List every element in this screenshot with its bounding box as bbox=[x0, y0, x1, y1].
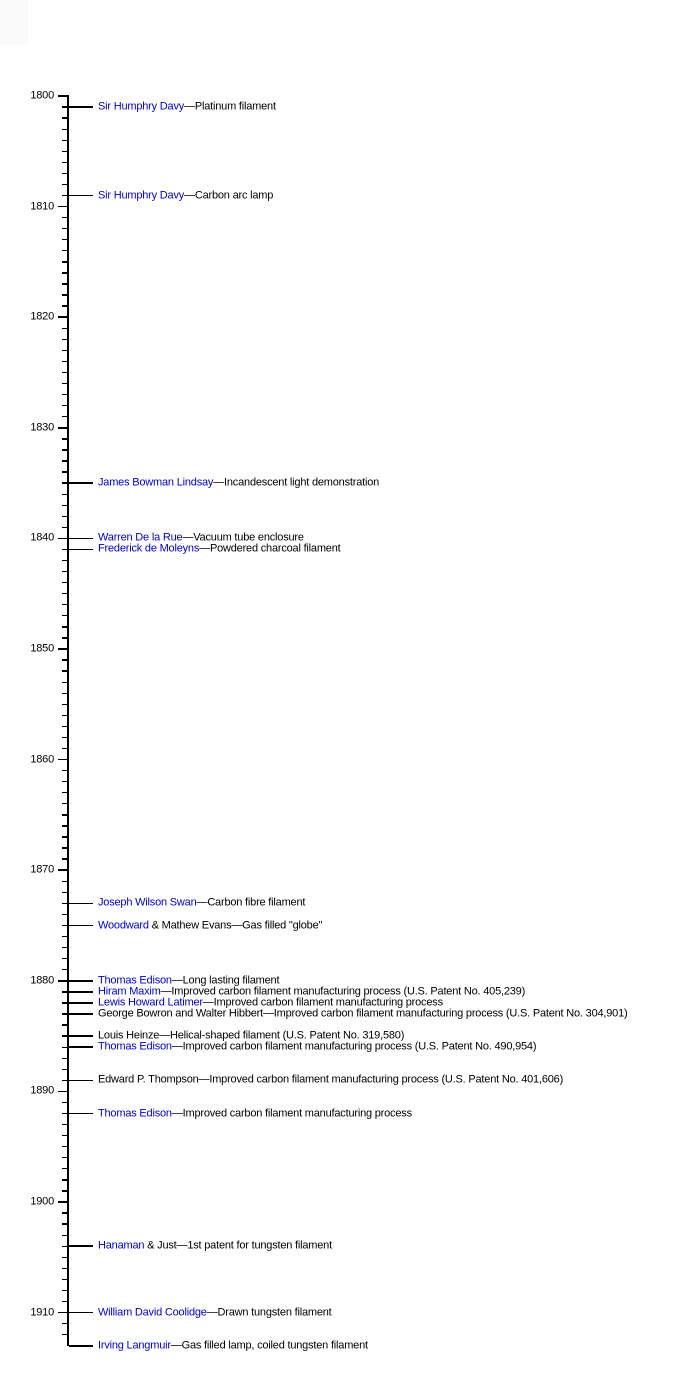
axis-minor-tick bbox=[62, 626, 67, 627]
axis-minor-tick bbox=[62, 272, 67, 273]
axis-minor-tick bbox=[62, 1080, 67, 1081]
event-label bbox=[98, 1241, 332, 1252]
axis-minor-tick bbox=[62, 847, 67, 848]
event-tick bbox=[69, 1345, 93, 1347]
event-label bbox=[98, 1075, 563, 1086]
axis-year-label: 1820 bbox=[30, 310, 54, 323]
axis-minor-tick bbox=[62, 129, 67, 130]
timeline-axis bbox=[67, 95, 69, 1346]
event-description: —Improved carbon filament manufacturing process (U.S. Patent No. 405,239) bbox=[160, 985, 526, 998]
axis-minor-tick bbox=[62, 792, 67, 793]
axis-year-label: 1870 bbox=[30, 863, 54, 876]
axis-minor-tick bbox=[62, 328, 67, 329]
axis-minor-tick bbox=[62, 903, 67, 904]
event-link[interactable]: Irving Langmuir bbox=[98, 1339, 171, 1352]
axis-minor-tick bbox=[62, 1002, 67, 1003]
axis-minor-tick bbox=[62, 814, 67, 815]
axis-minor-tick bbox=[62, 228, 67, 229]
axis-year-label: 1880 bbox=[30, 974, 54, 987]
event-link[interactable]: Thomas Edison bbox=[98, 974, 172, 987]
axis-year-label: 1860 bbox=[30, 753, 54, 766]
event-label bbox=[98, 1108, 412, 1119]
axis-minor-tick bbox=[62, 969, 67, 970]
event-tick bbox=[69, 106, 93, 108]
axis-minor-tick bbox=[62, 217, 67, 218]
event-link[interactable]: Frederick de Moleyns bbox=[98, 542, 200, 555]
event-label bbox=[98, 1008, 627, 1019]
axis-minor-tick bbox=[62, 571, 67, 572]
event-description: —Improved carbon filament manufacturing process (U.S. Patent No. 490,954) bbox=[171, 1040, 537, 1053]
axis-minor-tick bbox=[62, 560, 67, 561]
axis-year-label: 1830 bbox=[30, 421, 54, 434]
axis-minor-tick bbox=[62, 1024, 67, 1025]
axis-minor-tick bbox=[62, 770, 67, 771]
event-label bbox=[98, 190, 273, 201]
axis-minor-tick bbox=[62, 173, 67, 174]
event-tick bbox=[69, 482, 93, 484]
axis-minor-tick bbox=[62, 858, 67, 859]
event-description: —Platinum filament bbox=[184, 100, 276, 113]
axis-minor-tick bbox=[62, 416, 67, 417]
axis-minor-tick bbox=[62, 1102, 67, 1103]
event-tick bbox=[69, 1035, 93, 1037]
axis-minor-tick bbox=[62, 803, 67, 804]
event-link[interactable]: Woodward bbox=[98, 919, 149, 931]
axis-minor-tick bbox=[62, 682, 67, 683]
axis-minor-tick bbox=[62, 449, 67, 450]
event-description: —Vacuum tube enclosure bbox=[182, 531, 304, 544]
axis-minor-tick bbox=[62, 825, 67, 826]
axis-minor-tick bbox=[62, 582, 67, 583]
event-link[interactable]: Warren De la Rue bbox=[98, 531, 183, 544]
axis-minor-tick bbox=[62, 947, 67, 948]
event-link[interactable]: William David Coolidge bbox=[98, 1306, 207, 1319]
axis-minor-tick bbox=[62, 1047, 67, 1048]
axis-minor-tick bbox=[62, 748, 67, 749]
axis-minor-tick bbox=[62, 1301, 67, 1302]
axis-major-tick bbox=[58, 538, 67, 540]
axis-major-tick bbox=[58, 980, 67, 982]
axis-major-tick bbox=[58, 648, 67, 650]
axis-year-label: 1810 bbox=[30, 200, 54, 213]
axis-minor-tick bbox=[62, 1323, 67, 1324]
event-tick bbox=[69, 1080, 93, 1082]
axis-minor-tick bbox=[62, 1113, 67, 1114]
axis-minor-tick bbox=[62, 704, 67, 705]
event-label bbox=[98, 1340, 368, 1351]
event-link[interactable]: Hanaman bbox=[98, 1239, 145, 1252]
event-description: Louis Heinze—Helical-shaped filament (U.S. Patent No. 319,580) bbox=[98, 1029, 405, 1042]
axis-minor-tick bbox=[62, 494, 67, 495]
axis-minor-tick bbox=[62, 615, 67, 616]
axis-minor-tick bbox=[62, 881, 67, 882]
axis-minor-tick bbox=[62, 1124, 67, 1125]
event-tick bbox=[69, 1312, 93, 1314]
axis-minor-tick bbox=[62, 1013, 67, 1014]
axis-minor-tick bbox=[62, 1135, 67, 1136]
axis-major-tick bbox=[58, 316, 67, 318]
axis-minor-tick bbox=[62, 604, 67, 605]
event-description: —Improved carbon filament manufacturing process bbox=[171, 1107, 412, 1120]
event-label bbox=[98, 898, 305, 909]
axis-minor-tick bbox=[62, 184, 67, 185]
axis-minor-tick bbox=[62, 305, 67, 306]
axis-major-tick bbox=[58, 759, 67, 761]
event-link[interactable]: Thomas Edison bbox=[98, 1040, 172, 1053]
axis-minor-tick bbox=[62, 1279, 67, 1280]
event-description: Edward P. Thompson—Improved carbon filament manufacturing process (U.S. Patent No. 401,606) bbox=[98, 1073, 564, 1086]
axis-minor-tick bbox=[62, 460, 67, 461]
axis-minor-tick bbox=[62, 151, 67, 152]
axis-minor-tick bbox=[62, 283, 67, 284]
axis-minor-tick bbox=[62, 405, 67, 406]
axis-minor-tick bbox=[62, 737, 67, 738]
axis-minor-tick bbox=[62, 991, 67, 992]
event-link[interactable]: Hiram Maxim bbox=[98, 985, 161, 998]
axis-minor-tick bbox=[62, 372, 67, 373]
event-tick bbox=[69, 980, 93, 982]
axis-minor-tick bbox=[62, 471, 67, 472]
axis-minor-tick bbox=[62, 1268, 67, 1269]
axis-major-tick bbox=[58, 1201, 67, 1203]
event-description: & Mathew Evans—Gas filled "globe" bbox=[148, 919, 323, 931]
axis-minor-tick bbox=[62, 836, 67, 837]
event-description: —Carbon fibre filament bbox=[196, 896, 306, 909]
axis-year-label: 1800 bbox=[30, 89, 54, 102]
axis-minor-tick bbox=[62, 1157, 67, 1158]
event-label bbox=[98, 1042, 536, 1053]
axis-minor-tick bbox=[62, 715, 67, 716]
axis-year-label: 1840 bbox=[30, 531, 54, 544]
axis-minor-tick bbox=[62, 250, 67, 251]
axis-minor-tick bbox=[62, 693, 67, 694]
axis-minor-tick bbox=[62, 1058, 67, 1059]
axis-minor-tick bbox=[62, 106, 67, 107]
event-description: —Carbon arc lamp bbox=[184, 189, 274, 202]
axis-minor-tick bbox=[62, 1179, 67, 1180]
event-label bbox=[98, 1307, 332, 1318]
event-description: —Improved carbon filament manufacturing process bbox=[202, 996, 443, 1009]
event-link[interactable]: Joseph Wilson Swan bbox=[98, 896, 197, 909]
axis-minor-tick bbox=[62, 1290, 67, 1291]
axis-minor-tick bbox=[62, 117, 67, 118]
event-link[interactable]: Sir Humphry Davy bbox=[98, 100, 185, 113]
axis-minor-tick bbox=[62, 339, 67, 340]
axis-minor-tick bbox=[62, 593, 67, 594]
axis-minor-tick bbox=[62, 925, 67, 926]
axis-minor-tick bbox=[62, 637, 67, 638]
axis-minor-tick bbox=[62, 726, 67, 727]
axis-minor-tick bbox=[62, 438, 67, 439]
axis-minor-tick bbox=[62, 1334, 67, 1335]
event-tick bbox=[69, 1046, 93, 1048]
event-link[interactable]: Lewis Howard Latimer bbox=[98, 996, 203, 1009]
axis-minor-tick bbox=[62, 958, 67, 959]
axis-minor-tick bbox=[62, 1212, 67, 1213]
event-description: —Long lasting filament bbox=[171, 974, 280, 987]
event-tick bbox=[69, 1002, 93, 1004]
event-link[interactable]: Sir Humphry Davy bbox=[98, 189, 185, 202]
axis-minor-tick bbox=[62, 162, 67, 163]
event-description: —Incandescent light demonstration bbox=[213, 476, 380, 489]
axis-major-tick bbox=[58, 95, 67, 97]
axis-minor-tick bbox=[62, 670, 67, 671]
axis-minor-tick bbox=[62, 892, 67, 893]
axis-minor-tick bbox=[62, 140, 67, 141]
axis-year-label: 1910 bbox=[30, 1306, 54, 1319]
axis-year-label: 1850 bbox=[30, 642, 54, 655]
axis-minor-tick bbox=[62, 1257, 67, 1258]
event-description: George Bowron and Walter Hibbert—Improved carbon filament manufacturing process (U.S. Patent No. 304,901) bbox=[98, 1007, 628, 1020]
event-tick bbox=[69, 538, 93, 540]
event-label bbox=[98, 920, 322, 931]
axis-minor-tick bbox=[62, 482, 67, 483]
axis-major-tick bbox=[58, 1091, 67, 1093]
event-link[interactable]: Thomas Edison bbox=[98, 1107, 172, 1120]
axis-year-label: 1900 bbox=[30, 1195, 54, 1208]
axis-minor-tick bbox=[62, 1190, 67, 1191]
axis-minor-tick bbox=[62, 781, 67, 782]
axis-minor-tick bbox=[62, 516, 67, 517]
axis-minor-tick bbox=[62, 936, 67, 937]
axis-minor-tick bbox=[62, 261, 67, 262]
event-label bbox=[98, 478, 379, 489]
event-tick bbox=[69, 549, 93, 551]
event-tick bbox=[69, 1113, 93, 1115]
event-label bbox=[98, 102, 276, 113]
event-link[interactable]: James Bowman Lindsay bbox=[98, 476, 214, 489]
axis-minor-tick bbox=[62, 394, 67, 395]
axis-minor-tick bbox=[62, 1235, 67, 1236]
axis-minor-tick bbox=[62, 383, 67, 384]
axis-major-tick bbox=[58, 1312, 67, 1314]
axis-minor-tick bbox=[62, 361, 67, 362]
event-tick bbox=[69, 991, 93, 993]
axis-major-tick bbox=[58, 206, 67, 208]
axis-major-tick bbox=[58, 427, 67, 429]
axis-minor-tick bbox=[62, 914, 67, 915]
axis-year-label: 1890 bbox=[30, 1084, 54, 1097]
event-description: —Drawn tungsten filament bbox=[206, 1306, 332, 1319]
axis-minor-tick bbox=[62, 527, 67, 528]
axis-minor-tick bbox=[62, 1035, 67, 1036]
axis-major-tick bbox=[58, 869, 67, 871]
event-label bbox=[98, 544, 341, 555]
axis-minor-tick bbox=[62, 195, 67, 196]
axis-minor-tick bbox=[62, 1168, 67, 1169]
event-tick bbox=[69, 903, 93, 905]
axis-minor-tick bbox=[62, 1069, 67, 1070]
axis-minor-tick bbox=[62, 549, 67, 550]
event-description: & Just—1st patent for tungsten filament bbox=[144, 1239, 332, 1252]
axis-minor-tick bbox=[62, 505, 67, 506]
event-tick bbox=[69, 925, 93, 927]
event-tick bbox=[69, 195, 93, 197]
axis-minor-tick bbox=[62, 1223, 67, 1224]
event-tick bbox=[69, 1245, 93, 1247]
axis-minor-tick bbox=[62, 239, 67, 240]
axis-minor-tick bbox=[62, 350, 67, 351]
axis-minor-tick bbox=[62, 659, 67, 660]
axis-minor-tick bbox=[62, 294, 67, 295]
event-description: —Gas filled lamp, coiled tungsten filament bbox=[170, 1339, 368, 1352]
scan-artifact bbox=[0, 0, 28, 45]
axis-minor-tick bbox=[62, 1146, 67, 1147]
event-tick bbox=[69, 1013, 93, 1015]
axis-minor-tick bbox=[62, 1246, 67, 1247]
event-description: —Powdered charcoal filament bbox=[199, 542, 341, 555]
